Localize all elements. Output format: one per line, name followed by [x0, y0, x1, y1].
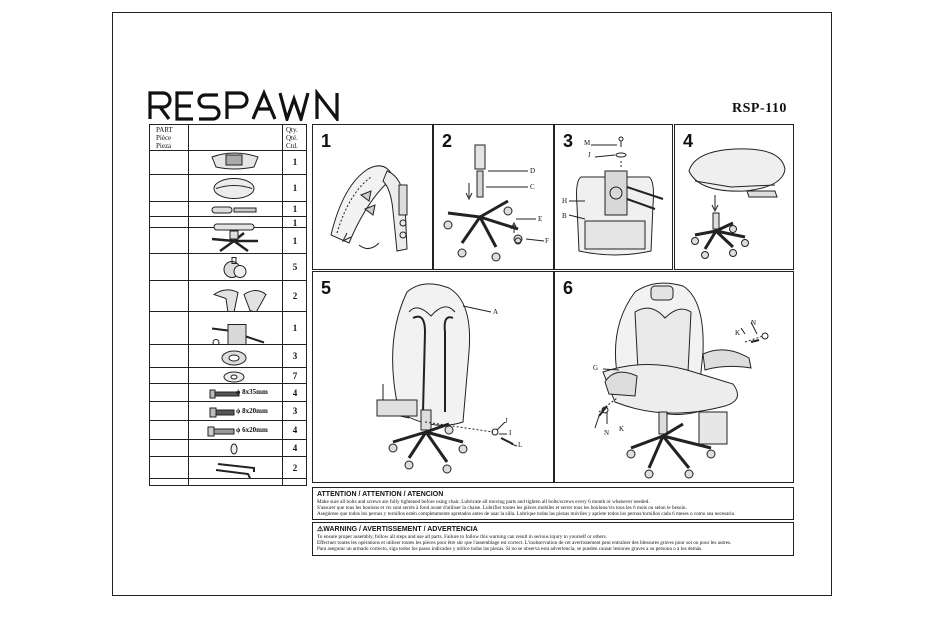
- part-quantity: 4: [292, 425, 298, 435]
- parts-table-row: [150, 312, 306, 345]
- part-quantity: 1: [292, 157, 298, 167]
- part-label: J: [505, 417, 508, 425]
- part-quantity: 7: [292, 370, 298, 381]
- step-1-panel: [312, 124, 433, 270]
- parts-table-row: [150, 457, 306, 479]
- part-label: N: [751, 319, 757, 327]
- part-label: E: [538, 215, 543, 223]
- part-quantity: 1: [292, 218, 298, 228]
- part-quantity: 2: [292, 462, 298, 473]
- cylinder-cover-icon: [190, 218, 282, 227]
- part-quantity: 5: [292, 262, 298, 272]
- warning-notice: [312, 522, 794, 556]
- part-quantity: 1: [292, 183, 298, 193]
- parts-table-row: [150, 150, 306, 175]
- model-number: RSP-110: [732, 101, 787, 116]
- step-3-panel: [554, 124, 673, 270]
- washer-icon: [190, 346, 282, 367]
- part-label: C: [530, 183, 535, 191]
- warning-heading: WARNING / AVERTISSEMENT / ADVERTENCIA: [323, 526, 478, 533]
- step-number: 5: [321, 278, 332, 298]
- parts-table-row: [150, 345, 306, 368]
- parts-table-row: [150, 402, 306, 421]
- part-label: L: [518, 441, 523, 449]
- warning-line-en: To ensure proper assembly, follow all steps and use all parts. Failure to follow this warning can result in serious injury to yourself or others.: [317, 534, 607, 540]
- parts-table: [149, 124, 307, 486]
- part-quantity: 1: [292, 235, 298, 246]
- attention-line-en: Make sure all bolts and screws are fully tightened before using chair. Lubricate all moving parts and tighten all bolts/screws every 6 month or whenever needed.: [317, 499, 650, 505]
- part-quantity: 4: [292, 443, 298, 453]
- part-quantity: 1: [292, 323, 298, 333]
- parts-table-row: [150, 228, 306, 254]
- step-number: 1: [321, 131, 332, 151]
- part-label: B: [562, 212, 567, 220]
- part-quantity: 2: [292, 291, 298, 301]
- part-label: H: [562, 197, 568, 205]
- parts-table-row: [150, 440, 306, 457]
- step-6-panel: [554, 271, 794, 483]
- parts-table-row: [150, 384, 306, 402]
- attention-heading: ATTENTION / ATTENTION / ATENCION: [317, 491, 444, 498]
- attention-line-es: Asegúrese que todos los pernos y tornillos estén completamente apretados antes de usar la silla. Lubrique todas las piezas móviles y apriete todos los pernos/tornillos cada 6 meses o como sea necesario.: [317, 511, 736, 518]
- parts-table-row: [150, 217, 306, 228]
- part-label: D: [530, 167, 536, 175]
- part-label: J: [588, 151, 591, 159]
- parts-table-row: [150, 202, 306, 217]
- part-quantity: 4: [292, 387, 298, 398]
- part-quantity: 3: [292, 406, 298, 416]
- step-5-panel: [312, 271, 554, 483]
- respawn-logo: [147, 89, 347, 121]
- part-label: A: [493, 308, 499, 316]
- star-base-icon: [190, 229, 282, 253]
- step-number: 6: [563, 278, 574, 298]
- parts-table-row: [150, 368, 306, 384]
- armrest-attach-illustration: [555, 272, 793, 482]
- attention-notice: [312, 487, 794, 520]
- caster-wheel-icon: [190, 255, 282, 280]
- parts-table-header: [150, 125, 306, 151]
- armrest-icon: [190, 282, 282, 311]
- flat-washer-icon: [190, 369, 282, 383]
- allen-key-icon: [190, 458, 282, 478]
- warning-line-es: Para asegurar un armado correcto, siga todos los pasos indicados y utilice todas las piezas. Si no se observa esta advertencia, se pueden causar lesiones graves a su persona o a los demás.: [317, 546, 703, 553]
- part-column-header: PART Pièce Pieza: [156, 126, 173, 150]
- tilt-mechanism-icon: [190, 313, 282, 344]
- spring-washer-icon: [190, 441, 282, 456]
- step-number: 4: [683, 131, 694, 151]
- part-quantity: 1: [292, 204, 298, 214]
- part-label: F: [545, 237, 549, 245]
- part-spec: ϕ 6x20mm: [236, 425, 268, 434]
- gas-lift-icon: [190, 203, 282, 216]
- step-number: 3: [563, 131, 574, 151]
- warning-icon: ⚠: [317, 526, 324, 533]
- part-spec: ϕ 8x35mm: [236, 388, 268, 396]
- part-label: K: [619, 425, 625, 433]
- part-label: N: [604, 429, 610, 437]
- step-2-panel: [433, 124, 554, 270]
- part-quantity: 3: [292, 351, 298, 361]
- part-spec: ϕ 8x20mm: [236, 406, 268, 415]
- step-4-panel: [674, 124, 794, 270]
- attention-line-fr: S'assurer que tous les boulons et vis sont serrés à fond avant d'utiliser la chaise. Lubrifier toutes les pièces mobiles et serrer tous les boulons/vis tous les 6 mois ou selon le besoin.: [317, 505, 687, 512]
- seat-cushion-icon: [190, 151, 282, 174]
- parts-table-row: [150, 421, 306, 440]
- step-number: 2: [442, 131, 453, 151]
- backrest-attach-illustration: [313, 272, 553, 482]
- seat-base-cover-icon: [190, 176, 282, 201]
- qty-column-header: Qty. Qté. Ctd.: [286, 126, 298, 150]
- parts-table-row: [150, 254, 306, 281]
- part-label: K: [735, 329, 741, 337]
- part-label: I: [509, 429, 512, 437]
- part-label: G: [593, 364, 599, 372]
- part-label: M: [584, 139, 591, 147]
- parts-table-row: [150, 281, 306, 312]
- parts-table-row: [150, 175, 306, 202]
- warning-line-fr: Effectuer toutes les opérations et utiliser toutes les pièces pour être sûr que l'assemblage est correct. L'inobservation de cet avertissement peut entraîner des blessures graves pour soi ou pour les autres.: [317, 540, 732, 547]
